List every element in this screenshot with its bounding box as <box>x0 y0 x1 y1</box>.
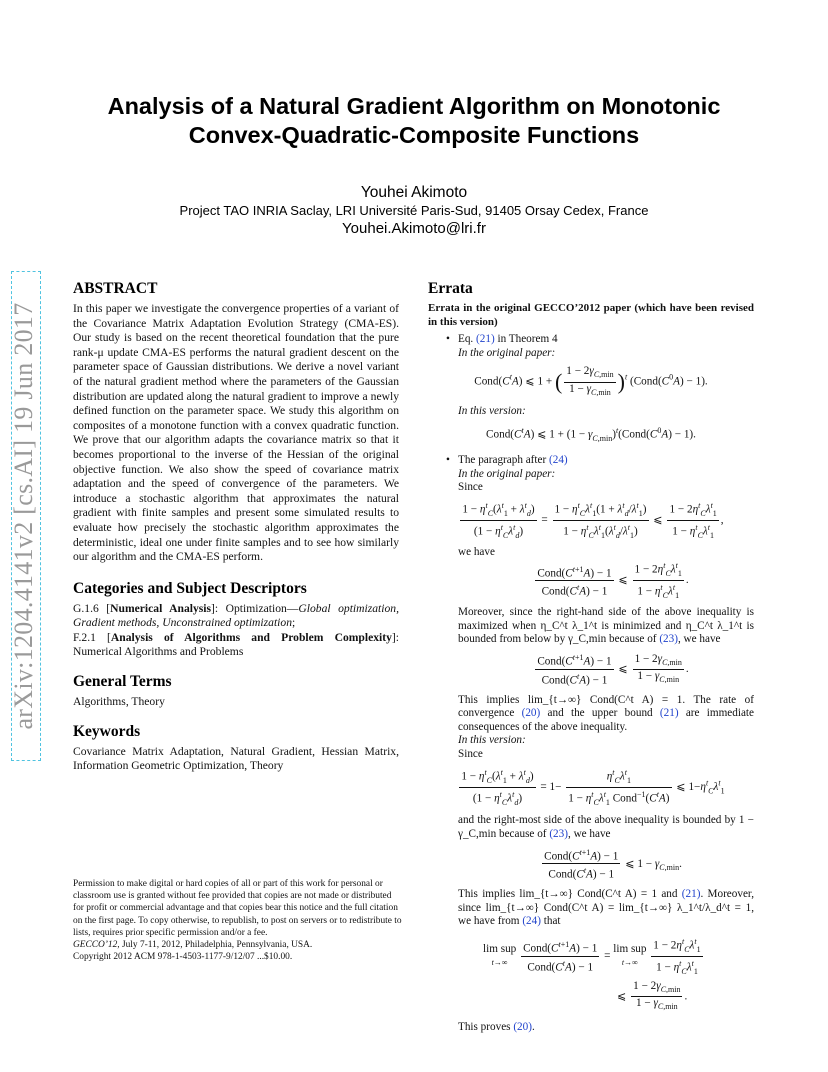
equation-limsup-bound: ⩽ $\frac{1 - 2\gamma_{C,min}}{1 - \gamma_{C,min}}$ . <box>617 979 688 1012</box>
author-block <box>40 183 788 238</box>
rightmost-paragraph: and the right-most side of the above inequality is bounded by 1 − γ_C,min because of (23), we have <box>458 814 754 840</box>
paper-title <box>40 92 788 150</box>
equation-gamma-bound: $\frac{Cond(C^{t+1}A) - 1}{Cond(C^tA) - 1}$ ⩽ $\frac{1 - 2\gamma_{C,min}}{1 - \gamma_{C,min}}$ . <box>537 652 689 687</box>
proves-paragraph: This proves (20). <box>458 1021 535 1034</box>
conference-name: GECCO’12, <box>73 940 120 951</box>
implies-paragraph-2: This implies lim_{t→∞} Cond(C^t A) = 1 and (21). Moreover, since lim_{t→∞} Cond(C^t A) = lim_{t→∞} λ_1^t/λ_d^t = 1, we have from (24) that <box>458 888 754 928</box>
equation-ratio-bound: $\frac{Cond(C^{t+1}A) - 1}{Cond(C^tA) - 1}$ ⩽ $\frac{1 - 2\eta^t_C\lambda^t_1}{1 - \eta^t_C\lambda^t_1}$ . <box>537 561 689 601</box>
equation-ref-24b[interactable]: (24) <box>522 915 541 928</box>
general-terms-text: Algorithms, Theory <box>73 695 165 709</box>
author-name: Youhei Akimoto <box>360 184 468 201</box>
categories-text: G.1.6 [Numerical Analysis]: Optimization—Global optimization, Gradient methods, Unconstrained optimization; F.2.1 [Analysis of Algorithms and Problem Complexity]: Numerical Algorithms and Problems <box>73 601 399 659</box>
implies-paragraph-1: This implies lim_{t→∞} Cond(C^t A) = 1. The rate of convergence (20) and the upper bound (21) are immediate consequences of the above inequality. <box>458 693 754 733</box>
categories-heading: Categories and Subject Descriptors <box>73 579 307 597</box>
equation-ref-20b[interactable]: (20) <box>513 1021 532 1034</box>
conference-details: July 7-11, 2012, Philadelphia, Pennsylvania, USA. <box>119 940 313 951</box>
author-affiliation: Project TAO INRIA Saclay, LRI Université Paris-Sud, 91405 Orsay Cedex, France <box>179 203 649 218</box>
equation-since-original: $\frac{1 - \eta^t_C(\lambda^t_1 + \lambda^t_d)}{(1 - \eta^t_C\lambda^t_d)}$ = $\frac{1 - \eta^t_C\lambda^t_1(1 + \lambda^t_d/\lambda^t_1)}{1 - \eta^t_C\lambda^t_1(\lambda^t_d/\lambda^t_1)}$ ⩽ $\frac{1 - 2\eta^t_C\lambda^t_1}{1 - \eta^t_C\lambda^t_1}$ , <box>462 500 724 540</box>
errata-item-1: • Eq. (21) in Theorem 4 In the original paper: $Cond(C^tA)$ ⩽ 1 + ( $\frac{1 - 2\gamma_{C,min}}{1 - \gamma_{C,min}}$ )$^t$ $(Cond(C^0A) - 1)$. In this version: $Cond(C^tA)$ ⩽ $1 + (1 - \gamma_{C,min})^t(Cond(C^0A) - 1)$. <box>428 333 754 446</box>
left-column <box>73 279 399 774</box>
title-line-1: Analysis of a Natural Gradient Algorithm on Monotonic <box>107 93 721 119</box>
copyright-line: Copyright 2012 ACM 978-1-4503-1177-9/12/07 ...$10.00. <box>73 952 293 963</box>
arxiv-stamp[interactable]: arXiv:1204.4141v2 [cs.AI] 19 Jun 2017 <box>9 302 38 730</box>
moreover-paragraph: Moreover, since the right-hand side of the above inequality is maximized when η_C^t λ_1^t is minimized and η_C^t λ_1^t is bounded from below by γ_C,min because of (23), we have <box>458 606 754 646</box>
errata-subheading: Errata in the original GECCO’2012 paper (which have been revised in this version) <box>428 302 754 328</box>
equation-ref-24[interactable]: (24) <box>549 454 568 466</box>
equation-ref-23[interactable]: (23) <box>659 633 678 646</box>
equation-ref-21[interactable]: (21) <box>476 333 495 346</box>
author-email[interactable]: Youhei.Akimoto@lri.fr <box>342 220 486 237</box>
right-column <box>428 279 754 1035</box>
keywords-heading: Keywords <box>73 722 141 740</box>
equation-original-21: $Cond(C^tA)$ ⩽ 1 + ( $\frac{1 - 2\gamma_{C,min}}{1 - \gamma_{C,min}}$ )$^t$ $(Cond(C^0A) - 1)$. <box>474 365 708 397</box>
permission-notice <box>73 878 403 963</box>
equation-ref-21b[interactable]: (21) <box>659 707 679 720</box>
abstract-heading: ABSTRACT <box>73 280 158 297</box>
title-line-2: Convex-Quadratic-Composite Functions <box>188 122 640 148</box>
abstract-text: In this paper we investigate the convergence properties of a variant of the Covariance Matrix Adaptation Evolution Strategy (CMA-ES). Our study is based on the recent theoretical foundation that the pure rank-μ update CMA-ES performs the natural gradient descent on the parameter space of Gaussian distributions. We derive a novel variant of the natural gradient method where the parameters of the Gaussian distribution are updated along the natural gradient to improve a newly defined function on the parameter space. We study this algorithm on composites of a monotone function with a convex quadratic function. We prove that our algorithm adapts the covariance matrix so that it becomes proportional to the inverse of the Hessian of the original objective function. We also show the speed of covariance matrix adaptation and the speed of convergence of the parameters. We introduce a stochastic algorithm that approximates the natural gradient with finite samples and present some simulated results to evaluate how precisely the stochastic algorithm approximates the deterministic, ideal one under finite samples and to see how similarly our algorithm and the CMA-ES perform. <box>73 302 399 564</box>
revised-label: In this version: Since <box>458 734 526 760</box>
equation-ref-20[interactable]: (20) <box>521 707 541 720</box>
equation-since-revised: $\frac{1 - \eta^t_C(\lambda^t_1 + \lambda^t_d)}{(1 - \eta^t_C\lambda^t_d)}$ = 1− $\frac{\eta^t_C\lambda^t_1}{1 - \eta^t_C\lambda^t_1 Cond^{-1}(C^tA)}$ ⩽ $1-\eta^t_C\lambda^t_1$ <box>461 768 725 808</box>
errata-heading: Errata <box>428 280 473 297</box>
keywords-text: Covariance Matrix Adaptation, Natural Gradient, Hessian Matrix, Information Geometric Optimization, Theory <box>73 744 399 773</box>
permission-text: Permission to make digital or hard copies of all or part of this work for personal or classroom use is granted without fee provided that copies are not made or distributed for profit or commercial advantage and that copies bear this notice and the full citation on the first page. To copy otherwise, to republish, to post on servers or to redistribute to lists, requires prior specific permission and/or a fee. <box>73 879 402 938</box>
equation-final-bound: $\frac{Cond(C^{t+1}A) - 1}{Cond(C^tA) - 1}$ ⩽ $1 - \gamma_{C,min}$. <box>544 847 682 882</box>
equation-revised-21: $Cond(C^tA)$ ⩽ $1 + (1 - \gamma_{C,min})^t(Cond(C^0A) - 1)$. <box>486 426 696 444</box>
equation-limsup: lim sup t→∞ $\frac{Cond(C^{t+1}A) - 1}{Cond(C^tA) - 1}$ = lim sup t→∞ $\frac{1 - 2\eta^t_C\lambda^t_1}{1 - \eta^t_C\lambda^t_1}$ <box>483 936 701 976</box>
equation-ref-21c[interactable]: (21) <box>681 888 701 901</box>
we-have-label: we have <box>458 545 495 558</box>
errata-item-2: • The paragraph after (24) In the original paper: Since <box>428 454 754 495</box>
general-terms-heading: General Terms <box>73 673 172 691</box>
equation-ref-23b[interactable]: (23) <box>549 828 568 840</box>
